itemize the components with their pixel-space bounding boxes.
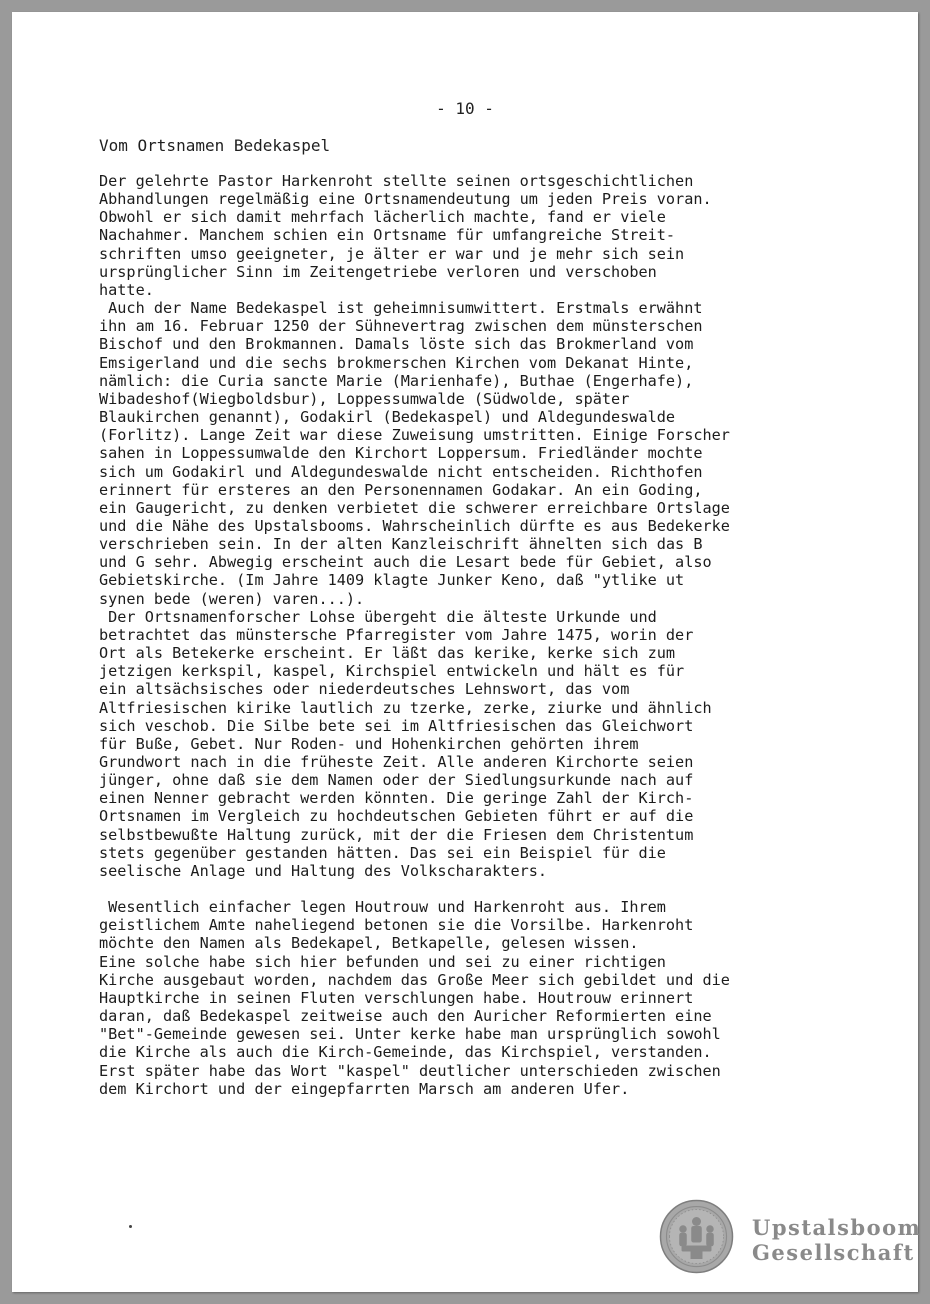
- text-line: ursprünglicher Sinn im Zeitengetriebe verloren und verschoben: [99, 262, 657, 281]
- text-line: ihn am 16. Februar 1250 der Sühnevertrag zwischen dem münsterschen: [99, 317, 703, 336]
- text-line: ein Gaugericht, zu denken verbietet die schwerer erreichbare Ortslage: [99, 498, 730, 517]
- text-line: selbstbewußte Haltung zurück, mit der die Friesen dem Christentum: [99, 825, 694, 844]
- text-line: für Buße, Gebet. Nur Roden- und Hohenkirchen gehörten ihrem: [99, 734, 639, 753]
- text-line: Erst später habe das Wort "kaspel" deutlicher unterschieden zwischen: [99, 1061, 721, 1080]
- text-line: Emsigerland und die sechs brokmerschen Kirchen vom Dekanat Hinte,: [99, 353, 694, 372]
- text-line: synen bede (weren) varen...).: [99, 589, 365, 608]
- body-text: [99, 172, 879, 1098]
- society-name-line2: Gesellschaft: [752, 1240, 915, 1265]
- text-line: Der Ortsnamenforscher Lohse übergeht die älteste Urkunde und: [99, 607, 657, 626]
- text-line: nämlich: die Curia sancte Marie (Marienhafe), Buthae (Engerhafe),: [99, 371, 694, 390]
- page-title: Vom Ortsnamen Bedekaspel: [99, 136, 331, 155]
- text-line: Hauptkirche in seinen Fluten verschlungen habe. Houtrouw erinnert: [99, 988, 694, 1007]
- text-line: seelische Anlage und Haltung des Volkscharakters.: [99, 861, 548, 880]
- text-line: Kirche ausgebaut worden, nachdem das Große Meer sich gebildet und die: [99, 970, 730, 989]
- text-line: "Bet"-Gemeinde gewesen sei. Unter kerke habe man ursprünglich sowohl: [99, 1025, 721, 1044]
- document-page: [12, 12, 922, 1292]
- paragraph: [99, 608, 879, 880]
- paragraph: [99, 898, 879, 1098]
- paragraph: [99, 299, 879, 608]
- society-name-line1: Upstalsboom: [752, 1215, 922, 1240]
- text-line: Blaukirchen genannt), Godakirl (Bedekaspel) und Aldegundeswalde: [99, 408, 676, 427]
- text-line: jünger, ohne daß sie dem Namen oder der Siedlungsurkunde nach auf: [99, 771, 694, 790]
- seal-icon: [659, 1199, 734, 1274]
- text-line: Auch der Name Bedekaspel ist geheimnisumwittert. Erstmals erwähnt: [99, 299, 703, 318]
- paragraph-gap: [99, 880, 879, 898]
- text-line: betrachtet das münstersche Pfarregister vom Jahre 1475, worin der: [99, 625, 694, 644]
- text-line: Ort als Betekerke erscheint. Er läßt das kerike, kerke sich zum: [99, 644, 676, 663]
- text-line: Eine solche habe sich hier befunden und sei zu einer richtigen: [99, 952, 666, 971]
- text-line: schriften umso geeigneter, je älter er war und je mehr sich sein: [99, 244, 685, 263]
- text-line: und G sehr. Abwegig erscheint auch die Lesart bede für Gebiet, also: [99, 553, 712, 572]
- text-line: Nachahmer. Manchem schien ein Ortsname für umfangreiche Streit-: [99, 226, 676, 245]
- text-line: einen Nenner gebracht werden könnten. Die geringe Zahl der Kirch-: [99, 789, 694, 808]
- stray-mark: [129, 1225, 132, 1228]
- text-line: Grundwort nach in die früheste Zeit. Alle anderen Kirchorte seien: [99, 753, 694, 771]
- text-line: möchte den Namen als Bedekapel, Betkapelle, gelesen wissen.: [99, 934, 639, 953]
- text-line: sahen in Loppessumwalde den Kirchort Loppersum. Friedländer mochte: [99, 444, 703, 463]
- text-line: Bischof und den Brokmannen. Damals löste sich das Brokmerland vom: [99, 335, 694, 354]
- text-line: Altfriesischen kirike lautlich zu tzerke, zerke, ziurke und ähnlich: [99, 698, 712, 717]
- society-logo: [752, 1215, 921, 1265]
- text-line: Abhandlungen regelmäßig eine Ortsnamendeutung um jeden Preis voran.: [99, 190, 712, 209]
- text-line: dem Kirchort und der eingepfarrten Marsch am anderen Ufer.: [99, 1079, 630, 1098]
- text-line: Wibadeshof(Wiegboldsbur), Loppessumwalde (Südwolde, später: [99, 389, 630, 408]
- text-line: die Kirche als auch die Kirch-Gemeinde, das Kirchspiel, verstanden.: [99, 1043, 712, 1062]
- text-line: erinnert für ersteres an den Personennamen Godakar. An ein Goding,: [99, 480, 703, 499]
- text-line: verschrieben sein. In der alten Kanzleischrift ähnelten sich das B: [99, 535, 703, 554]
- text-line: (Forlitz). Lange Zeit war diese Zuweisung umstritten. Einige Forscher: [99, 426, 730, 445]
- paragraph: [99, 172, 879, 299]
- text-line: ein altsächsisches oder niederdeutsches Lehnswort, das vom: [99, 680, 630, 699]
- text-line: jetzigen kerkspil, kaspel, Kirchspiel entwickeln und hält es für: [99, 662, 685, 681]
- text-line: geistlichem Amte naheliegend betonen sie die Vorsilbe. Harkenroht: [99, 916, 694, 935]
- text-line: Der gelehrte Pastor Harkenroht stellte seinen ortsgeschichtlichen: [99, 172, 694, 190]
- text-line: Gebietskirche. (Im Jahre 1409 klagte Junker Keno, daß "ytlike ut: [99, 571, 685, 590]
- text-line: hatte.: [99, 280, 154, 299]
- text-line: sich um Godakirl und Aldegundeswalde nicht entscheiden. Richthofen: [99, 462, 703, 481]
- page-number: - 10 -: [436, 99, 494, 118]
- text-line: Obwohl er sich damit mehrfach lächerlich machte, fand er viele: [99, 208, 666, 227]
- text-line: und die Nähe des Upstalsbooms. Wahrscheinlich dürfte es aus Bedekerke: [99, 516, 730, 535]
- text-line: Ortsnamen im Vergleich zu hochdeutschen Gebieten führt er auf die: [99, 807, 694, 826]
- text-line: daran, daß Bedekaspel zeitweise auch den Auricher Reformierten eine: [99, 1007, 712, 1026]
- text-line: stets gegenüber gestanden hätten. Das sei ein Beispiel für die: [99, 843, 666, 862]
- text-line: Wesentlich einfacher legen Houtrouw und Harkenroht aus. Ihrem: [99, 898, 666, 917]
- text-line: sich veschob. Die Silbe bete sei im Altfriesischen das Gleichwort: [99, 716, 694, 735]
